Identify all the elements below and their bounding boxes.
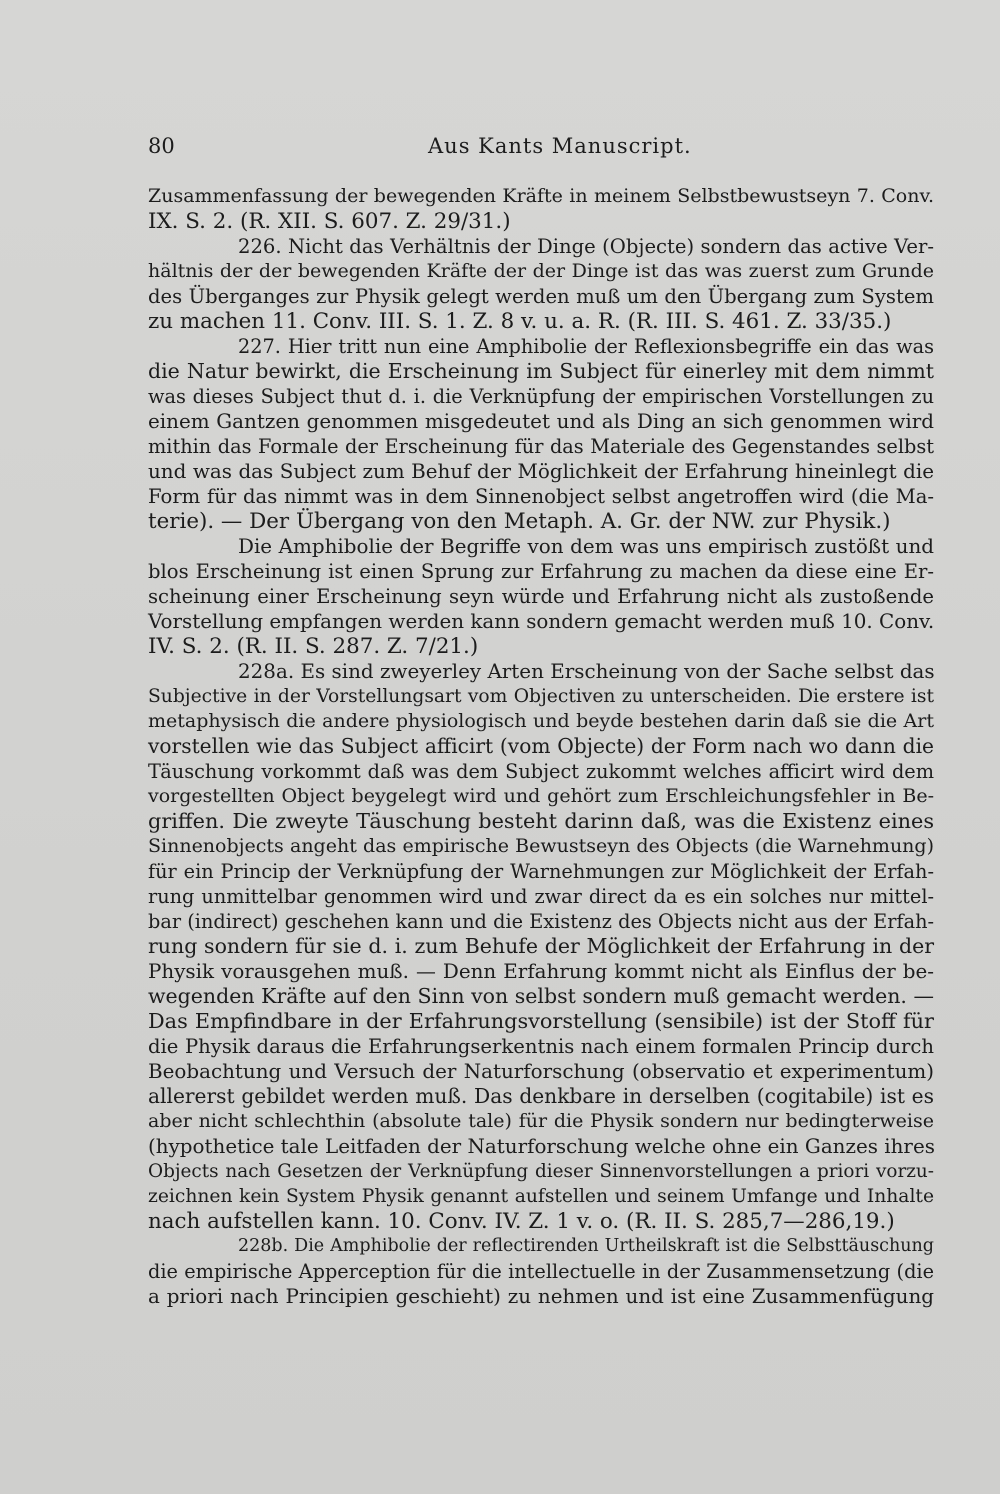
text-line: was dieses Subject thut d. i. die Verknüpfung der empirischen Vorstellungen zu: [148, 385, 934, 408]
text-line: 228a. Es sind zweyerley Arten Erscheinung von der Sache selbst das: [238, 660, 935, 683]
text-line: 226. Nicht das Verhältnis der Dinge (Objecte) sondern das active Ver-: [238, 235, 934, 258]
text-line: des Überganges zur Physik gelegt werden muß um den Übergang zum System: [148, 285, 934, 308]
body-text: [148, 184, 934, 1309]
text-line: Physik vorausgehen muß. — Denn Erfahrung kommt nicht als Einflus der be-: [148, 960, 934, 983]
text-line: aber nicht schlechthin (absolute tale) für die Physik sondern nur bedingterweise: [148, 1110, 934, 1132]
text-line: Die Amphibolie der Begriffe von dem was uns empirisch zustößt und: [238, 535, 934, 558]
text-line: 228b. Die Amphibolie der reflectirenden Urtheilskraft ist die Selbsttäuschung: [238, 1236, 934, 1256]
text-line: Subjective in der Vorstellungsart vom Objectiven zu unterscheiden. Die erstere ist: [148, 686, 934, 707]
text-line: wegenden Kräfte auf den Sinn von selbst sondern muß gemacht werden. —: [148, 984, 934, 1008]
text-line: Vorstellung empfangen werden kann sondern gemacht werden muß 10. Conv.: [148, 610, 935, 633]
text-line: einem Gantzen genommen misgedeutet und als Ding an sich genommen wird: [148, 410, 934, 433]
text-line: für ein Princip der Verknüpfung der Warnehmungen zur Möglichkeit der Erfah-: [148, 860, 934, 883]
text-line: mithin das Formale der Erscheinung für das Materiale des Gegenstandes selbst: [148, 435, 934, 458]
text-line: blos Erscheinung ist einen Sprung zur Erfahrung zu machen da diese eine Er-: [148, 560, 934, 583]
text-line: Form für das nimmt was in dem Sinnenobject selbst angetroffen wird (die Ma-: [148, 485, 934, 508]
text-line: IV. S. 2. (R. II. S. 287. Z. 7/21.): [148, 634, 479, 659]
text-line: die empirische Apperception für die intellectuelle in der Zusammensetzung (die: [148, 1260, 934, 1283]
text-line: scheinung einer Erscheinung seyn würde und Erfahrung nicht als zustoßende: [148, 585, 934, 608]
text-line: bar (indirect) geschehen kann und die Existenz des Objects nicht aus der Erfah-: [148, 910, 934, 933]
text-line: Beobachtung und Versuch der Naturforschung (observatio et experimentum): [148, 1060, 934, 1083]
page-number: 80: [148, 134, 175, 158]
text-line: metaphysisch die andere physiologisch und beyde bestehen darin daß sie die Art: [148, 710, 934, 732]
text-line: (hypothetice tale Leitfaden der Naturforschung welche ohne ein Ganzes ihres: [148, 1135, 935, 1158]
text-line: rung unmittelbar genommen wird und zwar direct da es ein solches nur mittel-: [148, 885, 934, 908]
text-line: Das Empfindbare in der Erfahrungsvorstellung (sensibile) ist der Stoff für: [148, 1009, 934, 1033]
text-line: terie). — Der Übergang von den Metaph. A. Gr. der NW. zur Physik.): [148, 509, 891, 534]
text-line: nach aufstellen kann. 10. Conv. IV. Z. 1 v. o. (R. II. S. 285,7—286,19.): [148, 1209, 895, 1234]
page-header: [148, 134, 934, 164]
text-line: hältnis der der bewegenden Kräfte der der Dinge ist das was zuerst zum Grunde: [148, 260, 934, 282]
text-line: Sinnenobjects angeht das empirische Bewustseyn des Objects (die Warnehmung): [148, 835, 934, 857]
text-line: vorstellen wie das Subject afficirt (vom Objecte) der Form nach wo dann die: [148, 734, 934, 758]
text-line: allererst gebildet werden muß. Das denkbare in derselben (cogitabile) ist es: [148, 1084, 934, 1108]
text-line: die Natur bewirkt, die Erscheinung im Subject für einerley mit dem nimmt: [148, 359, 934, 383]
text-line: zeichnen kein System Physik genannt aufstellen und seinem Umfange und Inhalte: [148, 1186, 934, 1207]
text-line: IX. S. 2. (R. XII. S. 607. Z. 29/31.): [148, 209, 511, 234]
text-line: zu machen 11. Conv. III. S. 1. Z. 8 v. u. a. R. (R. III. S. 461. Z. 33/35.): [148, 309, 892, 334]
running-head: Aus Kants Manuscript.: [428, 134, 692, 158]
text-line: Zusammenfassung der bewegenden Kräfte in meinem Selbstbewustseyn 7. Conv.: [148, 185, 934, 207]
text-line: griffen. Die zweyte Täuschung besteht darinn daß, was die Existenz eines: [148, 809, 934, 833]
text-line: 227. Hier tritt nun eine Amphibolie der Reflexionsbegriffe ein das was: [238, 335, 934, 358]
text-line: Objects nach Gesetzen der Verknüpfung dieser Sinnenvorstellungen a priori vorzu-: [148, 1161, 934, 1182]
text-line: und was das Subject zum Behuf der Möglichkeit der Erfahrung hineinlegt die: [148, 460, 934, 483]
text-line: rung sondern für sie d. i. zum Behufe der Möglichkeit der Erfahrung in der: [148, 934, 934, 958]
text-line: Täuschung vorkommt daß was dem Subject zukommt welches afficirt wird dem: [148, 760, 934, 783]
text-line: die Physik daraus die Erfahrungserkentnis nach einem formalen Princip durch: [148, 1035, 934, 1058]
text-line: a priori nach Principien geschieht) zu nehmen und ist eine Zusammenfügung: [148, 1285, 934, 1308]
text-line: vorgestellten Object beygelegt wird und gehört zum Erschleichungsfehler in Be-: [148, 785, 934, 807]
